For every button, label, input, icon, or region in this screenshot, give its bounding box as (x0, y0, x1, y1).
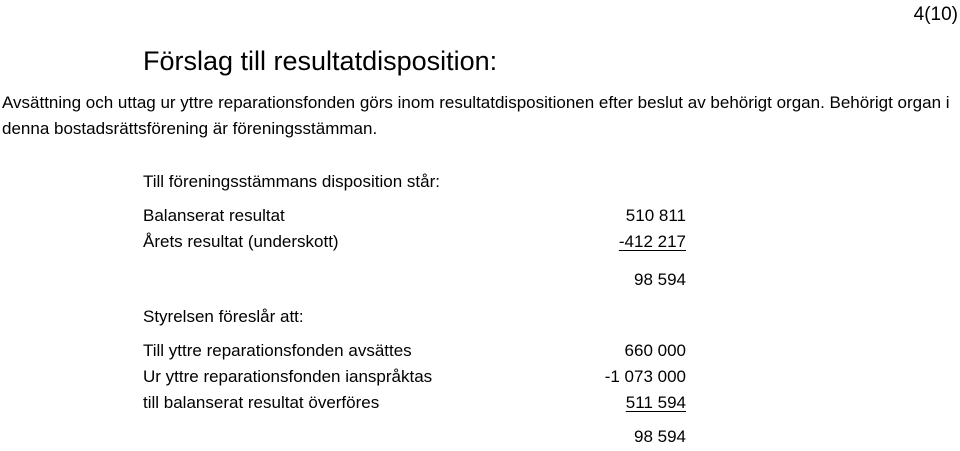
proposal-total-row (143, 427, 686, 451)
proposal-total: 98 594 (634, 427, 686, 446)
disposition-row-arets-resultat (143, 232, 686, 256)
row-label: Till yttre reparationsfonden avsättes (143, 341, 412, 360)
disposition-row-balanserat (143, 206, 686, 230)
proposal-row-avsattes (143, 341, 686, 365)
page-number: 4(10) (913, 4, 958, 25)
disposition-total: 98 594 (634, 270, 686, 289)
proposal-title: Styrelsen föreslår att: (143, 307, 304, 326)
intro-paragraph: Avsättning och uttag ur yttre reparationsfonden görs inom resultatdispositionen efter beslut av behörigt organ. Behörigt organ i denna bostadsrättsförening är föreningsstämman. (2, 93, 950, 138)
row-amount: 510 811 (625, 206, 686, 225)
disposition-title: Till föreningsstämmans disposition står: (143, 172, 440, 191)
row-amount: 660 000 (624, 341, 686, 360)
row-label: Årets resultat (underskott) (143, 232, 339, 251)
row-amount: -1 073 000 (604, 367, 686, 386)
row-label: Ur yttre reparationsfonden ianspråktas (143, 367, 433, 386)
page-title: Förslag till resultatdisposition: (143, 46, 498, 76)
proposal-row-ianspraktas (143, 367, 686, 391)
row-label: Balanserat resultat (143, 206, 285, 225)
proposal-row-overfores (143, 393, 686, 417)
row-label: till balanserat resultat överföres (143, 393, 380, 412)
row-amount: 511 594 (625, 393, 686, 412)
disposition-total-row (143, 270, 686, 294)
row-amount: -412 217 (618, 232, 686, 251)
